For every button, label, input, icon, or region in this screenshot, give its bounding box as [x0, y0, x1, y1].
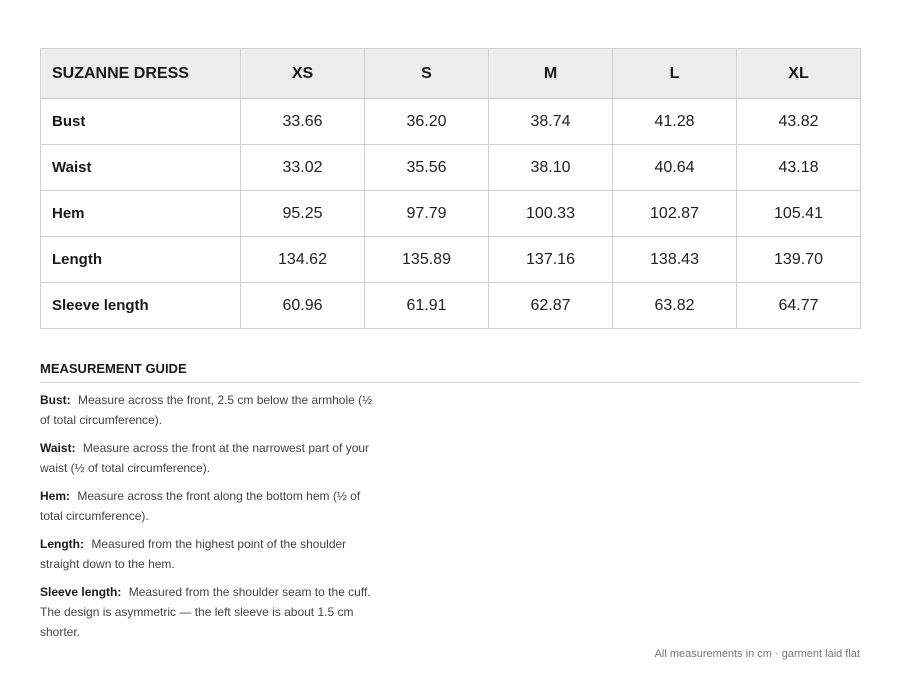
- table-cell: 33.66: [241, 99, 365, 145]
- guide-item-bust: [40, 390, 375, 430]
- table-cell: 38.74: [489, 99, 613, 145]
- table-row: [41, 145, 861, 191]
- footer-note: All measurements in cm · garment laid flat: [654, 648, 860, 660]
- size-header-s: S: [365, 49, 489, 99]
- size-header-m: M: [489, 49, 613, 99]
- guide-term: Sleeve length:: [40, 585, 122, 599]
- guide-text: Measure across the front along the bottom hem (½ of total circumference).: [40, 489, 361, 523]
- table-cell: 139.70: [737, 237, 861, 283]
- table-cell: 135.89: [365, 237, 489, 283]
- table-cell: 64.77: [737, 283, 861, 329]
- table-cell: 134.62: [241, 237, 365, 283]
- table-cell: 138.43: [613, 237, 737, 283]
- row-label-hem: Hem: [41, 191, 241, 237]
- row-label-sleeve-length: Sleeve length: [41, 283, 241, 329]
- guide-text: Measure across the front at the narrowest part of your waist (½ of total circumference).: [40, 441, 370, 475]
- guide-text: Measure across the front, 2.5 cm below the armhole (½ of total circumference).: [40, 393, 373, 427]
- table-cell: 105.41: [737, 191, 861, 237]
- table-cell: 43.18: [737, 145, 861, 191]
- table-cell: 137.16: [489, 237, 613, 283]
- table-cell: 63.82: [613, 283, 737, 329]
- guide-item-sleeve-length: [40, 582, 375, 642]
- table-cell: 40.64: [613, 145, 737, 191]
- row-label-waist: Waist: [41, 145, 241, 191]
- size-header-xs: XS: [241, 49, 365, 99]
- table-cell: 35.56: [365, 145, 489, 191]
- table-cell: 33.02: [241, 145, 365, 191]
- table-cell: 102.87: [613, 191, 737, 237]
- guide-term: Hem:: [40, 489, 71, 503]
- guide-item-waist: [40, 438, 375, 478]
- guide-text: Measured from the highest point of the shoulder straight down to the hem.: [40, 537, 347, 571]
- guide-term: Bust:: [40, 393, 71, 407]
- size-header-xl: XL: [737, 49, 861, 99]
- table-cell: 62.87: [489, 283, 613, 329]
- table-cell: 36.20: [365, 99, 489, 145]
- guide-list: [40, 390, 375, 642]
- guide-item-length: [40, 534, 375, 574]
- guide-text: Measured from the shoulder seam to the cuff. The design is asymmetric — the left sleeve is about 1.5 cm shorter.: [40, 585, 371, 639]
- size-chart-table: [40, 48, 861, 329]
- table-cell: 60.96: [241, 283, 365, 329]
- guide-title: MEASUREMENT GUIDE: [40, 361, 860, 383]
- table-cell: 97.79: [365, 191, 489, 237]
- guide-term: Length:: [40, 537, 84, 551]
- table-cell: 38.10: [489, 145, 613, 191]
- table-cell: 95.25: [241, 191, 365, 237]
- table-row: [41, 191, 861, 237]
- table-header-row: [41, 49, 861, 99]
- table-row: [41, 283, 861, 329]
- table-cell: 100.33: [489, 191, 613, 237]
- table-cell: 43.82: [737, 99, 861, 145]
- row-label-length: Length: [41, 237, 241, 283]
- measurement-guide: [40, 361, 860, 650]
- table-cell: 61.91: [365, 283, 489, 329]
- table-row: [41, 99, 861, 145]
- guide-term: Waist:: [40, 441, 76, 455]
- table-title: SUZANNE DRESS: [41, 49, 241, 99]
- row-label-bust: Bust: [41, 99, 241, 145]
- table-cell: 41.28: [613, 99, 737, 145]
- table-row: [41, 237, 861, 283]
- guide-item-hem: [40, 486, 375, 526]
- size-header-l: L: [613, 49, 737, 99]
